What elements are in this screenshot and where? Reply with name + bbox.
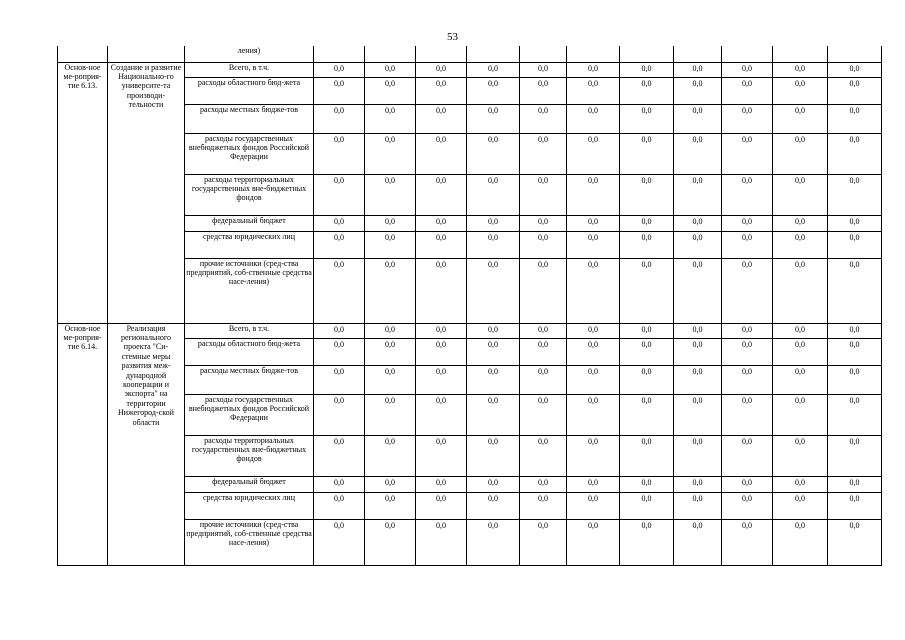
activity-code-cell: Основ-ное ме-роприя-тие 6.14. — [58, 323, 108, 565]
value-cell: 0,0 — [567, 231, 620, 258]
value-cell: 0,0 — [314, 519, 365, 565]
value-cell: 0,0 — [620, 231, 674, 258]
value-cell: 0,0 — [773, 338, 828, 365]
value-cell: 0,0 — [467, 231, 520, 258]
value-cell: 0,0 — [314, 323, 365, 338]
value-cell: 0,0 — [416, 435, 467, 476]
value-cell: 0,0 — [520, 338, 567, 365]
value-cell: 0,0 — [773, 133, 828, 174]
table-row — [58, 323, 882, 338]
value-cell — [416, 46, 467, 62]
value-cell — [365, 46, 416, 62]
value-cell: 0,0 — [520, 492, 567, 519]
value-cell: 0,0 — [722, 215, 773, 231]
value-cell: 0,0 — [828, 519, 882, 565]
value-cell: 0,0 — [365, 476, 416, 492]
value-cell: 0,0 — [674, 231, 722, 258]
value-cell: 0,0 — [416, 365, 467, 394]
value-cell: 0,0 — [314, 133, 365, 174]
value-cell: 0,0 — [467, 62, 520, 77]
value-cell: 0,0 — [567, 519, 620, 565]
value-cell: 0,0 — [365, 62, 416, 77]
value-cell: 0,0 — [416, 62, 467, 77]
value-cell: 0,0 — [467, 133, 520, 174]
value-cell: 0,0 — [674, 323, 722, 338]
value-cell: 0,0 — [620, 519, 674, 565]
value-cell: 0,0 — [773, 174, 828, 215]
value-cell: 0,0 — [416, 323, 467, 338]
value-cell: 0,0 — [828, 258, 882, 323]
value-cell: 0,0 — [828, 476, 882, 492]
value-cell: 0,0 — [722, 435, 773, 476]
value-cell: 0,0 — [722, 77, 773, 104]
value-cell: 0,0 — [674, 394, 722, 435]
value-cell: 0,0 — [314, 231, 365, 258]
value-cell: 0,0 — [416, 104, 467, 133]
value-cell: 0,0 — [674, 215, 722, 231]
value-cell: 0,0 — [467, 258, 520, 323]
value-cell: 0,0 — [828, 215, 882, 231]
value-cell — [467, 46, 520, 62]
value-cell: 0,0 — [416, 231, 467, 258]
value-cell: 0,0 — [567, 215, 620, 231]
value-cell: 0,0 — [828, 62, 882, 77]
value-cell: 0,0 — [620, 394, 674, 435]
value-cell: 0,0 — [365, 77, 416, 104]
value-cell — [314, 46, 365, 62]
funding-source-cell: прочие источники (сред-ства предприятий, соб-ственные средства насе-ления) — [185, 258, 314, 323]
value-cell: 0,0 — [520, 258, 567, 323]
value-cell: 0,0 — [314, 258, 365, 323]
value-cell: 0,0 — [773, 519, 828, 565]
value-cell: 0,0 — [722, 174, 773, 215]
value-cell: 0,0 — [620, 104, 674, 133]
value-cell: 0,0 — [567, 133, 620, 174]
value-cell: 0,0 — [314, 394, 365, 435]
value-cell: 0,0 — [314, 365, 365, 394]
value-cell: 0,0 — [365, 133, 416, 174]
value-cell: 0,0 — [467, 323, 520, 338]
table-row — [58, 46, 882, 62]
value-cell: 0,0 — [520, 215, 567, 231]
value-cell: 0,0 — [365, 258, 416, 323]
value-cell: 0,0 — [365, 338, 416, 365]
value-cell: 0,0 — [674, 365, 722, 394]
activity-code-cell — [58, 46, 108, 62]
value-cell: 0,0 — [467, 104, 520, 133]
value-cell: 0,0 — [467, 435, 520, 476]
value-cell: 0,0 — [567, 492, 620, 519]
value-cell: 0,0 — [620, 62, 674, 77]
value-cell: 0,0 — [567, 323, 620, 338]
value-cell: 0,0 — [520, 435, 567, 476]
funding-source-cell: средства юридических лиц — [185, 492, 314, 519]
value-cell: 0,0 — [567, 258, 620, 323]
funding-table — [57, 46, 882, 566]
value-cell: 0,0 — [365, 104, 416, 133]
value-cell: 0,0 — [467, 77, 520, 104]
value-cell: 0,0 — [620, 77, 674, 104]
funding-source-cell: расходы государственных внебюджетных фондов Российской Федерации — [185, 394, 314, 435]
value-cell — [674, 46, 722, 62]
value-cell: 0,0 — [314, 215, 365, 231]
value-cell: 0,0 — [365, 492, 416, 519]
value-cell: 0,0 — [773, 492, 828, 519]
value-cell: 0,0 — [674, 435, 722, 476]
value-cell: 0,0 — [416, 215, 467, 231]
value-cell: 0,0 — [567, 476, 620, 492]
value-cell: 0,0 — [416, 338, 467, 365]
value-cell: 0,0 — [620, 476, 674, 492]
value-cell: 0,0 — [828, 133, 882, 174]
value-cell: 0,0 — [567, 394, 620, 435]
value-cell: 0,0 — [773, 231, 828, 258]
value-cell: 0,0 — [828, 435, 882, 476]
value-cell: 0,0 — [773, 476, 828, 492]
value-cell: 0,0 — [773, 77, 828, 104]
value-cell: 0,0 — [520, 133, 567, 174]
value-cell: 0,0 — [674, 77, 722, 104]
value-cell: 0,0 — [773, 62, 828, 77]
value-cell: 0,0 — [365, 231, 416, 258]
funding-source-cell: прочие источники (сред-ства предприятий, соб-ственные средства насе-ления) — [185, 519, 314, 565]
value-cell: 0,0 — [722, 338, 773, 365]
funding-source-cell: Всего, в т.ч. — [185, 62, 314, 77]
value-cell: 0,0 — [722, 62, 773, 77]
value-cell: 0,0 — [467, 338, 520, 365]
value-cell: 0,0 — [722, 492, 773, 519]
value-cell: 0,0 — [828, 492, 882, 519]
value-cell: 0,0 — [365, 323, 416, 338]
value-cell — [567, 46, 620, 62]
value-cell: 0,0 — [674, 492, 722, 519]
value-cell: 0,0 — [416, 77, 467, 104]
funding-source-cell: расходы государственных внебюджетных фондов Российской Федерации — [185, 133, 314, 174]
value-cell: 0,0 — [828, 77, 882, 104]
funding-source-cell: федеральный бюджет — [185, 476, 314, 492]
value-cell: 0,0 — [467, 492, 520, 519]
funding-source-cell: расходы территориальных государственных вне-бюджетных фондов — [185, 435, 314, 476]
value-cell: 0,0 — [365, 365, 416, 394]
funding-source-cell: расходы местных бюдже-тов — [185, 365, 314, 394]
funding-source-cell: Всего, в т.ч. — [185, 323, 314, 338]
value-cell: 0,0 — [722, 258, 773, 323]
value-cell: 0,0 — [620, 323, 674, 338]
funding-source-cell: расходы областного бюд-жета — [185, 338, 314, 365]
value-cell: 0,0 — [722, 365, 773, 394]
value-cell — [722, 46, 773, 62]
value-cell: 0,0 — [314, 435, 365, 476]
value-cell: 0,0 — [520, 104, 567, 133]
value-cell — [520, 46, 567, 62]
value-cell: 0,0 — [773, 104, 828, 133]
value-cell: 0,0 — [467, 476, 520, 492]
value-cell: 0,0 — [467, 215, 520, 231]
value-cell: 0,0 — [365, 435, 416, 476]
value-cell: 0,0 — [520, 174, 567, 215]
table-body — [58, 46, 882, 565]
value-cell: 0,0 — [674, 519, 722, 565]
value-cell: 0,0 — [567, 77, 620, 104]
value-cell: 0,0 — [567, 174, 620, 215]
value-cell: 0,0 — [828, 231, 882, 258]
value-cell: 0,0 — [722, 323, 773, 338]
value-cell: 0,0 — [620, 174, 674, 215]
value-cell: 0,0 — [416, 492, 467, 519]
value-cell: 0,0 — [567, 435, 620, 476]
value-cell — [773, 46, 828, 62]
value-cell: 0,0 — [620, 435, 674, 476]
value-cell: 0,0 — [520, 519, 567, 565]
value-cell: 0,0 — [314, 104, 365, 133]
funding-source-cell: расходы областного бюд-жета — [185, 77, 314, 104]
funding-source-cell: федеральный бюджет — [185, 215, 314, 231]
activity-code-cell: Основ-ное ме-роприя-тие 6.13. — [58, 62, 108, 323]
value-cell: 0,0 — [365, 394, 416, 435]
value-cell: 0,0 — [416, 476, 467, 492]
value-cell: 0,0 — [467, 519, 520, 565]
value-cell — [620, 46, 674, 62]
value-cell: 0,0 — [828, 365, 882, 394]
value-cell: 0,0 — [520, 394, 567, 435]
value-cell: 0,0 — [773, 258, 828, 323]
value-cell: 0,0 — [520, 365, 567, 394]
value-cell: 0,0 — [314, 476, 365, 492]
value-cell: 0,0 — [674, 258, 722, 323]
activity-name-cell: Создание и развитие Национально-го университе-та производи-тельности — [108, 62, 185, 323]
value-cell: 0,0 — [416, 519, 467, 565]
value-cell: 0,0 — [314, 492, 365, 519]
value-cell: 0,0 — [722, 476, 773, 492]
value-cell: 0,0 — [674, 338, 722, 365]
funding-source-cell: расходы местных бюдже-тов — [185, 104, 314, 133]
value-cell: 0,0 — [416, 258, 467, 323]
value-cell: 0,0 — [620, 215, 674, 231]
value-cell: 0,0 — [567, 62, 620, 77]
value-cell: 0,0 — [467, 394, 520, 435]
value-cell: 0,0 — [828, 394, 882, 435]
value-cell: 0,0 — [620, 258, 674, 323]
value-cell: 0,0 — [365, 215, 416, 231]
value-cell: 0,0 — [773, 394, 828, 435]
value-cell: 0,0 — [722, 104, 773, 133]
value-cell: 0,0 — [365, 519, 416, 565]
value-cell: 0,0 — [828, 174, 882, 215]
funding-source-cell: ления) — [185, 46, 314, 62]
value-cell: 0,0 — [828, 338, 882, 365]
value-cell: 0,0 — [773, 323, 828, 338]
activity-name-cell — [108, 46, 185, 62]
page-number: 53 — [447, 31, 458, 43]
value-cell: 0,0 — [674, 133, 722, 174]
value-cell: 0,0 — [674, 62, 722, 77]
value-cell: 0,0 — [416, 394, 467, 435]
value-cell — [828, 46, 882, 62]
value-cell: 0,0 — [674, 104, 722, 133]
value-cell: 0,0 — [314, 77, 365, 104]
value-cell: 0,0 — [773, 215, 828, 231]
value-cell: 0,0 — [722, 231, 773, 258]
value-cell: 0,0 — [314, 174, 365, 215]
value-cell: 0,0 — [467, 174, 520, 215]
funding-source-cell: расходы территориальных государственных вне-бюджетных фондов — [185, 174, 314, 215]
value-cell: 0,0 — [620, 365, 674, 394]
value-cell: 0,0 — [773, 435, 828, 476]
value-cell: 0,0 — [520, 476, 567, 492]
value-cell: 0,0 — [567, 338, 620, 365]
value-cell: 0,0 — [674, 174, 722, 215]
funding-source-cell: средства юридических лиц — [185, 231, 314, 258]
value-cell: 0,0 — [722, 133, 773, 174]
activity-name-cell: Реализация регионального проекта "Си-стемные меры развития меж-дународной кооперации и экспорта" на территории Нижегород-ской области — [108, 323, 185, 565]
value-cell: 0,0 — [722, 394, 773, 435]
value-cell: 0,0 — [828, 104, 882, 133]
value-cell: 0,0 — [722, 519, 773, 565]
value-cell: 0,0 — [620, 492, 674, 519]
value-cell: 0,0 — [416, 133, 467, 174]
value-cell: 0,0 — [520, 231, 567, 258]
value-cell: 0,0 — [828, 323, 882, 338]
value-cell: 0,0 — [314, 62, 365, 77]
value-cell: 0,0 — [520, 77, 567, 104]
value-cell: 0,0 — [620, 133, 674, 174]
value-cell: 0,0 — [520, 62, 567, 77]
value-cell: 0,0 — [567, 365, 620, 394]
value-cell: 0,0 — [567, 104, 620, 133]
value-cell: 0,0 — [365, 174, 416, 215]
value-cell: 0,0 — [674, 476, 722, 492]
value-cell: 0,0 — [467, 365, 520, 394]
table-row — [58, 62, 882, 77]
value-cell: 0,0 — [314, 338, 365, 365]
value-cell: 0,0 — [416, 174, 467, 215]
value-cell: 0,0 — [620, 338, 674, 365]
value-cell: 0,0 — [520, 323, 567, 338]
value-cell: 0,0 — [773, 365, 828, 394]
